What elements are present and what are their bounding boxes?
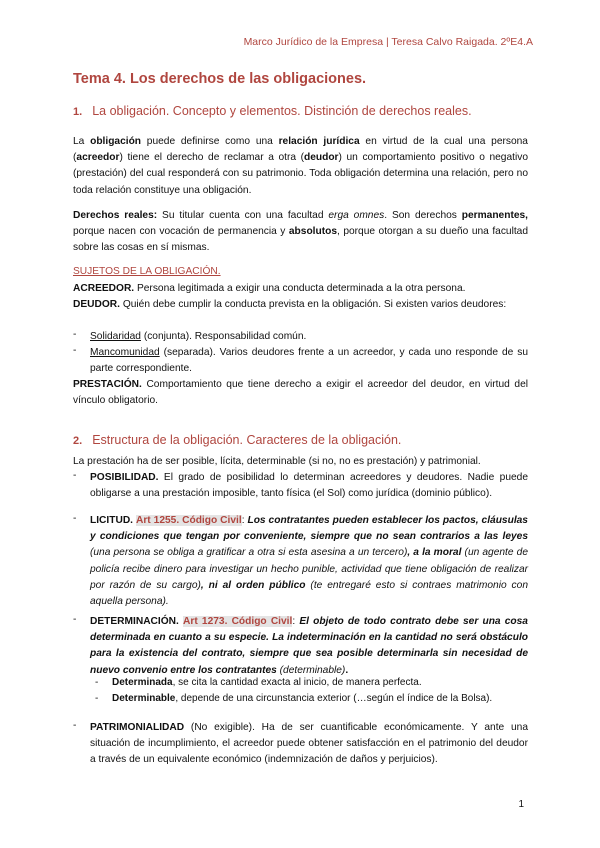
sub-item-determinada: Determinada, se cita la cantidad exacta al inicio, de manera perfecta. — [112, 677, 422, 688]
article-reference: Art 1273. Código Civil — [183, 616, 293, 627]
paragraph-intro: La prestación ha de ser posible, lícita, determinable (si no, no es prestación) y patrimonial. — [73, 456, 481, 467]
sub-bullet: - — [95, 693, 99, 704]
list-dash: - — [73, 345, 77, 356]
item-determinacion: DETERMINACIÓN. Art 1273. Código Civil: El objeto de todo contrato debe ser una cosa determinada en cuanto a su especie. La indeterminación en la cantidad no será obstáculo para la existencia del contrato, siempre que sea posible determinarla sin necesidad de nuevo convenio entre los contratantes (determinable). — [90, 616, 528, 676]
section-number: 1. — [73, 106, 83, 118]
paragraph-deudor: DEUDOR. Quién debe cumplir la conducta prevista en la obligación. Si existen varios deudores: — [73, 299, 507, 310]
sub-item-determinable: Determinable, depende de una circunstancia exterior (…según el índice de la Bolsa). — [112, 693, 493, 704]
list-dash: - — [73, 470, 77, 481]
section-number: 2. — [73, 435, 83, 447]
item-licitud: LICITUD. Art 1255. Código Civil: Los contratantes pueden establecer los pactos, cláusulas y condiciones que tengan por conveniente, siempre que no sean contrarios a las leyes (una persona se obliga a gratificar a otra si esta asesina a un tercero), a la moral (un agente de policía recibe dinero para investigar un hecho punible, actividad que tiene obligación de realizar por razón de su cargo), ni al orden público (te entregaré esto si contraes matrimonio con aquella persona). — [90, 515, 528, 608]
running-header: Marco Jurídico de la Empresa | Teresa Calvo Raigada. 2ºE4.A — [243, 36, 533, 48]
list-dash: - — [73, 720, 77, 731]
sub-bullet: - — [95, 677, 99, 688]
page-number: 1 — [518, 799, 524, 810]
item-patrimonialidad: PATRIMONIALIDAD (No exigible). Ha de ser cuantificable económicamente. Y ante una situación de incumplimiento, el acreedor puede obtener satisfacción en el patrimonio del deudor a través de un equivalente económico (indemnización de daños y perjuicios). — [90, 722, 528, 766]
list-item-mancomunidad: Mancomunidad (separada). Varios deudores frente a un acreedor, y cada uno responde de su parte correspondiente. — [90, 347, 528, 375]
article-reference: Art 1255. Código Civil — [135, 515, 242, 526]
section-1-heading — [73, 104, 472, 118]
subheading-sujetos: SUJETOS DE LA OBLIGACIÓN. — [73, 266, 221, 277]
paragraph-derechos-reales: Derechos reales: Su titular cuenta con una facultad erga omnes. Son derechos permanentes, porque nacen con vocación de permanencia y absolutos, porque otorgan a su dueño una facultad sobre las cosas en sí mismas. — [73, 210, 528, 254]
section-title: La obligación. Concepto y elementos. Distinción de derechos reales. — [92, 104, 472, 118]
paragraph-acreedor: ACREEDOR. Persona legitimada a exigir una conducta determinada a la otra persona. — [73, 283, 466, 294]
list-dash: - — [73, 329, 77, 340]
page-title: Tema 4. Los derechos de las obligaciones. — [73, 71, 367, 87]
list-dash: - — [73, 513, 77, 524]
list-dash: - — [73, 614, 77, 625]
paragraph-prestacion: PRESTACIÓN. Comportamiento que tiene derecho a exigir el acreedor del deudor, en virtud del vínculo obligatorio. — [73, 379, 528, 407]
section-2-heading — [73, 433, 401, 447]
section-title: Estructura de la obligación. Caracteres de la obligación. — [92, 433, 402, 447]
list-item-solidaridad: Solidaridad (conjunta). Responsabilidad común. — [90, 331, 307, 342]
item-posibilidad: POSIBILIDAD. El grado de posibilidad lo determinan acreedores y deudores. Nadie puede obligarse a una prestación imposible, tanto física (el Sol) como jurídica (dominio público). — [90, 472, 528, 500]
paragraph-obligacion: La obligación puede definirse como una relación jurídica en virtud de la cual una persona (acreedor) tiene el derecho de reclamar a otra (deudor) un comportamiento positivo o negativo (prestación) del cual responderá con su patrimonio. Toda obligación determina una relación, pero no toda relación constituye una obligación. — [73, 136, 528, 196]
